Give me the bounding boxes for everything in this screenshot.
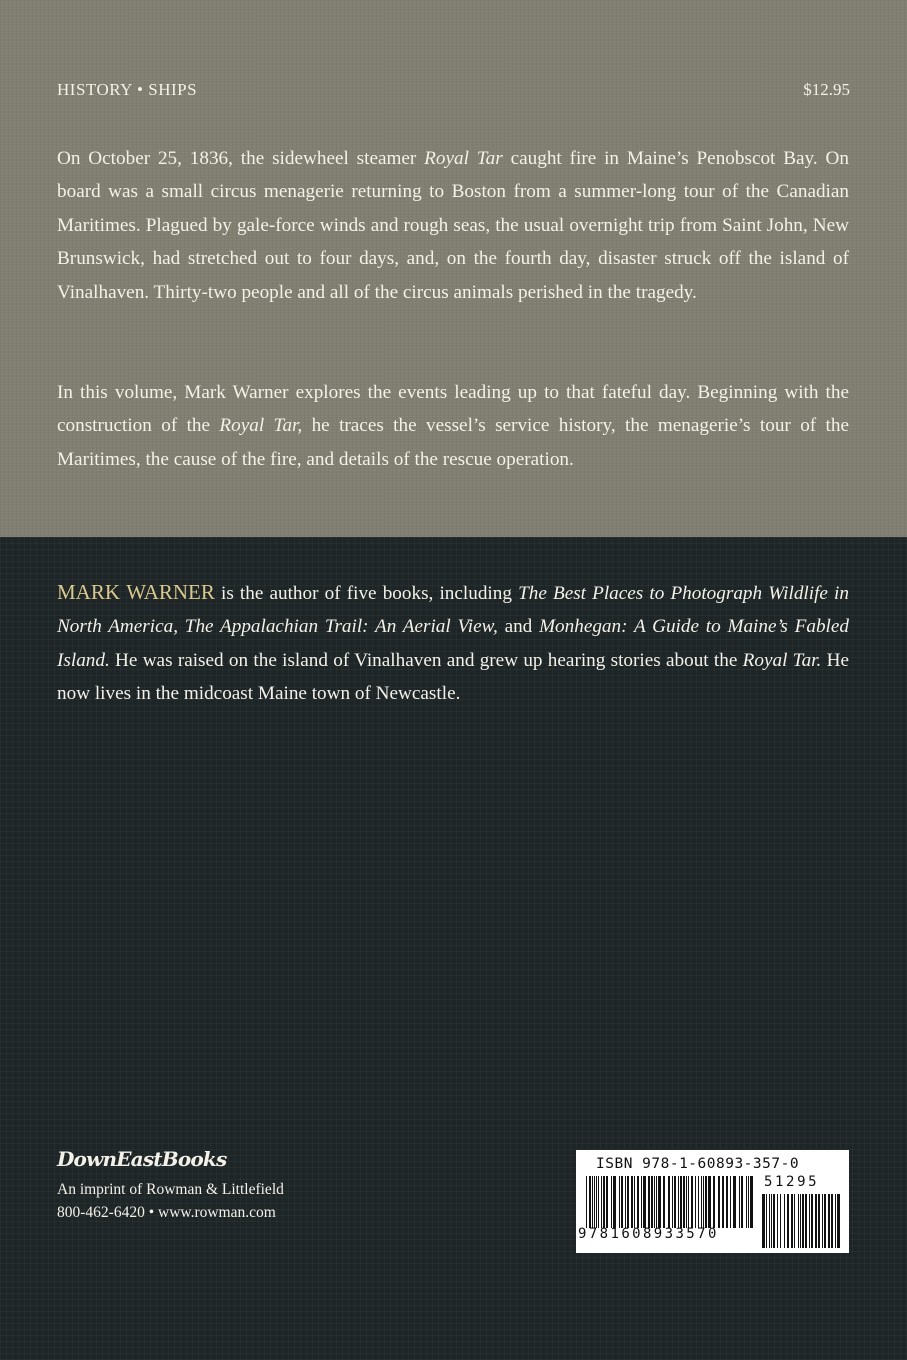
barcode-bar [780,1194,781,1248]
barcode-bar [611,1176,612,1228]
back-cover-top-panel [0,0,907,537]
category-label: HISTORY • SHIPS [57,80,198,99]
barcode-bar [586,1176,587,1228]
barcode-bar [766,1194,767,1248]
barcode-bar [828,1194,830,1248]
barcode-bar [818,1194,820,1248]
barcode-bar [791,1194,793,1248]
barcode-bar [594,1176,595,1228]
addon-digits: 51295 [764,1174,820,1190]
ean-digits: 9781608933570 [578,1226,719,1242]
barcode-bar [773,1194,775,1248]
barcode-bar [589,1176,591,1228]
bio-text: He now lives in the midcoast Maine town of Newcastle. [57,649,849,705]
barcode-bar [621,1176,623,1228]
barcode-bar [798,1194,799,1248]
barcode-bar [787,1194,789,1248]
barcode-bar [606,1176,608,1228]
ship-name: Royal Tar. [742,649,822,671]
barcode-bar [651,1176,653,1228]
barcode-bar [643,1176,646,1228]
barcode-bar [741,1176,743,1228]
bio-text [178,616,185,637]
book-title: Monhegan: A Guide to Maine’s Fabled Island. [57,616,849,671]
barcode-bar [746,1176,747,1228]
description-text: In this volume, Mark Warner explores the events leading up to that fateful day. Beginning with the construction of the [57,382,849,437]
barcode-bar [703,1176,704,1228]
barcode-bar [835,1194,836,1248]
barcode-bar [800,1194,801,1248]
isbn-number: ISBN 978-1-60893-357-0 [596,1156,800,1172]
barcode-bar [730,1176,731,1228]
ship-name: Royal Tar, [219,415,303,437]
barcode-bar [739,1176,740,1228]
barcode-bar [596,1176,597,1228]
barcode-bar [705,1176,707,1228]
barcode-block [576,1150,849,1253]
barcode-bar [678,1176,679,1228]
book-title: The Best Places to Photograph Wildlife in North America, [57,583,849,638]
barcode-bar [613,1176,616,1228]
barcode-bar [750,1176,753,1228]
barcode-bar [802,1194,804,1248]
barcode-bar [601,1176,602,1228]
description-paragraph-2 [57,376,849,476]
barcode-bar [698,1176,699,1228]
barcode-bar [680,1176,682,1228]
ship-name: Royal Tar [424,148,503,169]
barcode-bar [794,1194,795,1248]
barcode-bar [708,1176,711,1228]
barcode-bar [637,1176,639,1228]
barcode-bar [809,1194,810,1248]
barcode-bar [713,1176,715,1228]
barcode-bar [771,1194,772,1248]
barcode-bar [627,1176,629,1228]
barcode-bar [631,1176,633,1228]
barcode-bar [824,1194,826,1248]
barcode-bar [695,1176,696,1228]
description-text: On October 25, 1836, the sidewheel steamer [57,148,425,169]
barcode-bar [769,1194,770,1248]
barcode-bar [674,1176,676,1228]
barcode-bar [592,1176,593,1228]
publisher-logo: DownEastBooks [57,1147,227,1171]
barcode-bar [784,1194,785,1248]
barcode-bar [811,1194,813,1248]
description-text: caught fire in Maine’s Penobscot Bay. On board was a small circus menagerie returning to Boston from a summer-long tour of the Canadian Maritimes. Plagued by gale-force winds and rough seas, the usual overnight trip from Saint John, New Brunswick, had stretched out to four days, and, on the fourth day, disaster struck off the island of Vinalhaven. Thirty-two people and all of the circus animals perished in the tragedy. [57,148,849,303]
author-name: MARK WARNER [57,580,215,604]
barcode-bar [701,1176,702,1228]
publisher-contact: 800-462-6420 • www.rowman.com [57,1204,276,1221]
bio-text: and [497,616,540,638]
description-paragraph-1 [57,142,849,309]
ean-barcode [586,1176,756,1232]
barcode-bar [619,1176,620,1228]
barcode-bar [733,1176,736,1228]
barcode-bar [668,1176,670,1228]
barcode-bar [634,1176,635,1228]
barcode-bar [654,1176,655,1228]
barcode-bar [686,1176,687,1228]
barcode-bar [663,1176,665,1228]
barcode-bar [748,1176,749,1228]
book-title: The Appalachian Trail: An Aerial View, [184,616,498,638]
barcode-bar [722,1176,724,1228]
barcode-bar [625,1176,626,1228]
barcode-bar [718,1176,720,1228]
barcode-bar [683,1176,685,1228]
barcode-bar [815,1194,817,1248]
barcode-bar [726,1176,728,1228]
price-label: $12.95 [803,80,850,99]
barcode-bar [641,1176,642,1228]
barcode-bar [831,1194,833,1248]
barcode-bar [656,1176,657,1228]
addon-barcode [762,1194,842,1248]
barcode-bar [762,1194,765,1248]
barcode-bar [598,1176,599,1228]
barcode-bar [688,1176,689,1228]
bio-text: is the author of five books, including [214,583,519,604]
description-text: he traces the vessel’s service history, the menagerie’s tour of the Maritimes, the cause of the fire, and details of the rescue operation. [57,415,849,470]
barcode-bar [837,1194,840,1248]
barcode-bar [658,1176,661,1228]
author-bio [57,576,849,711]
barcode-bar [691,1176,693,1228]
barcode-bar [603,1176,605,1228]
publisher-imprint: An imprint of Rowman & Littlefield [57,1181,284,1198]
barcode-bar [648,1176,650,1228]
barcode-bar [805,1194,807,1248]
barcode-bar [672,1176,673,1228]
barcode-bar [822,1194,823,1248]
bio-text: He was raised on the island of Vinalhaven and grew up hearing stories about the [109,649,743,671]
barcode-bar [777,1194,778,1248]
